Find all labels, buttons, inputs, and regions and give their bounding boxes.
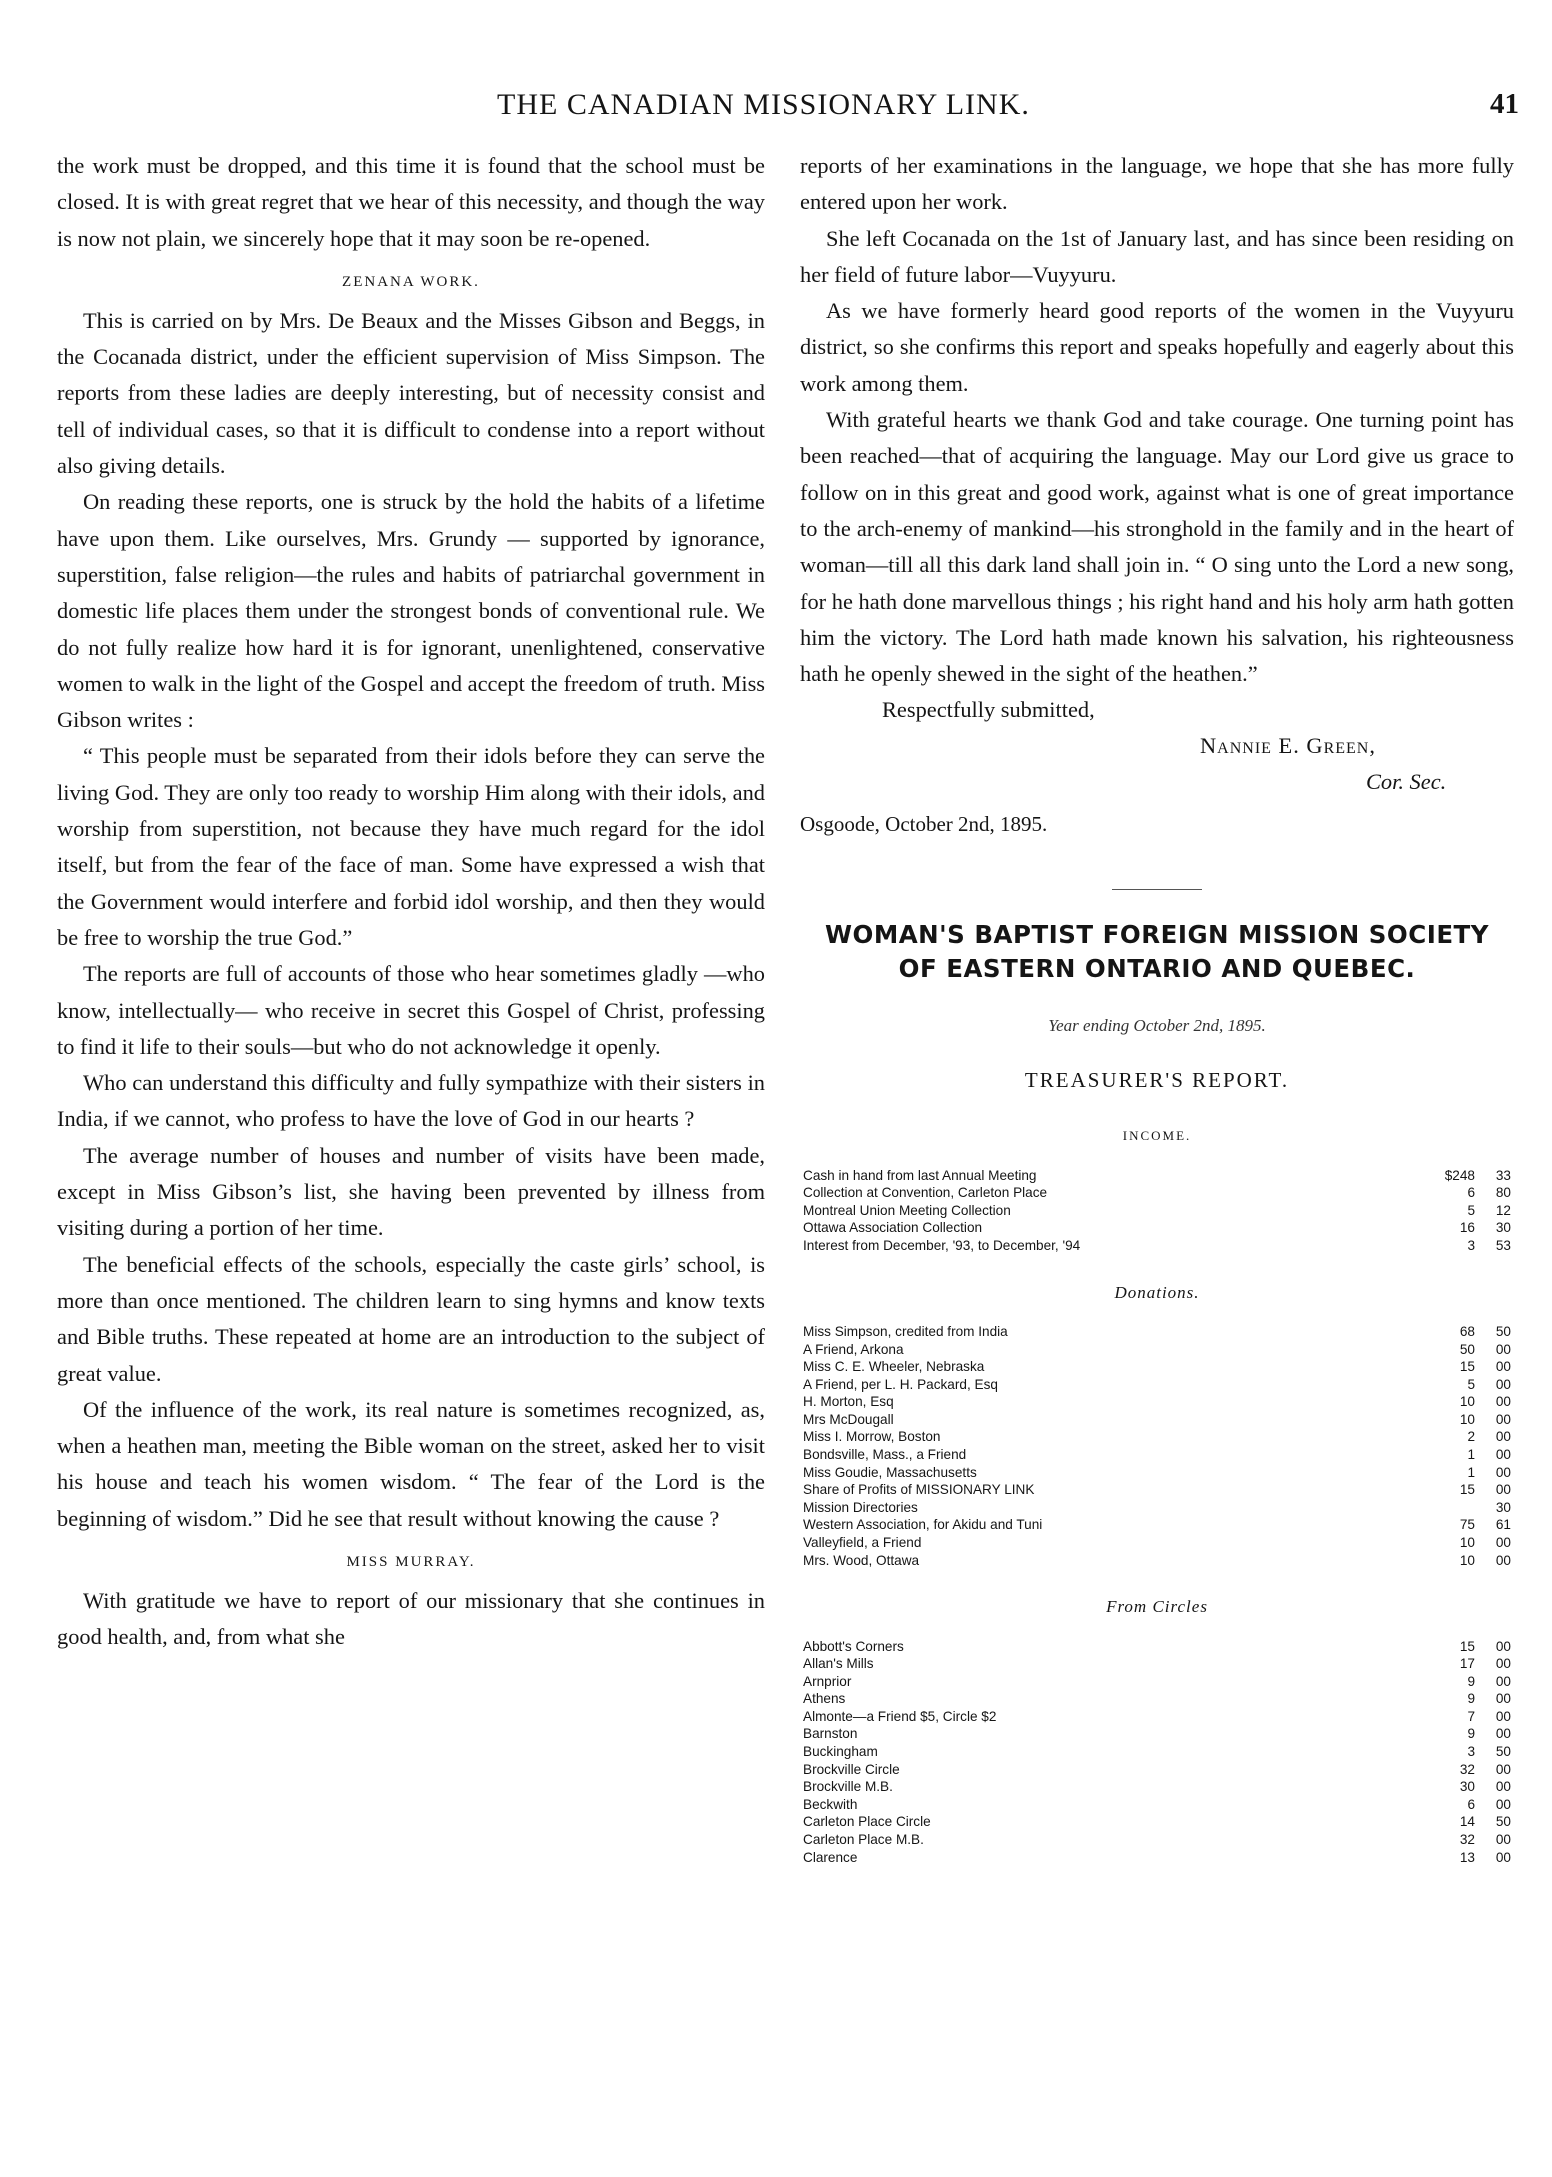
- amount-cents: 61: [1495, 1517, 1511, 1533]
- amount-dollars: 10: [1459, 1535, 1475, 1551]
- table-row: [803, 1849, 1511, 1867]
- amount-dollars: 13: [1459, 1849, 1475, 1865]
- year-line: Year ending October 2nd, 1895.: [1048, 1015, 1266, 1035]
- amount-dollars: 6: [1467, 1185, 1475, 1201]
- amount-dollars: $248: [1444, 1167, 1475, 1183]
- amount-cents: 00: [1495, 1832, 1511, 1848]
- amount-dollars: 9: [1467, 1691, 1475, 1707]
- table-row: [803, 1638, 1511, 1656]
- amount-dollars: 10: [1459, 1394, 1475, 1410]
- amount-cents: 00: [1495, 1359, 1511, 1375]
- entry-label: Share of Profits of MISSIONARY LINK: [803, 1482, 1035, 1498]
- table-row: [803, 1516, 1511, 1534]
- entry-label: Athens: [803, 1691, 846, 1707]
- entry-label: Cash in hand from last Annual Meeting: [803, 1167, 1037, 1183]
- paragraph: The beneficial effects of the schools, especially the caste girls’ school, is more than once mentioned. The children learn to sing hymns and know texts and Bible truths. These repeated at home are an introduction to the subject of great value.: [57, 1251, 765, 1386]
- table-row: [803, 1411, 1511, 1429]
- entry-label: H. Morton, Esq: [803, 1394, 894, 1410]
- amount-dollars: 5: [1467, 1202, 1475, 1218]
- paragraph: the work must be dropped, and this time it is found that the school must be closed. It is with great regret that we hear of this necessity, and though the way is now not plain, we sincerely hope that it may soon be re-opened.: [57, 153, 765, 251]
- amount-cents: 00: [1495, 1691, 1511, 1707]
- running-title: THE CANADIAN MISSIONARY LINK.: [497, 88, 1030, 121]
- amount-cents: 50: [1495, 1323, 1511, 1339]
- table-row: [803, 1796, 1511, 1814]
- table-row: [803, 1778, 1511, 1796]
- amount-dollars: [1407, 1499, 1485, 1517]
- page-number: 41: [1490, 88, 1519, 120]
- amount-dollars: 17: [1459, 1656, 1475, 1672]
- table-row: [803, 1202, 1511, 1220]
- amount-dollars: 10: [1459, 1552, 1475, 1568]
- amount-cents: 00: [1495, 1656, 1511, 1672]
- society-title-line: OF EASTERN ONTARIO AND QUEBEC.: [898, 953, 1416, 983]
- amount-cents: 00: [1495, 1341, 1511, 1357]
- paragraph: With grateful hearts we thank God and take courage. One turning point has been reached—that of acquiring the language. May our Lord give us grace to follow on in this great and good work, against what is one of great importance to the arch-enemy of mankind—his stronghold in the family and in the heart of woman—till all this dark land shall join in. “ O sing unto the Lord a new song, for he hath done marvellous things ; his right hand and his holy arm hath gotten him the victory. The Lord hath made known his salvation, his righteousness hath he openly shewed in the sight of the heathen.”: [800, 407, 1514, 687]
- table-row: [803, 1237, 1511, 1255]
- paragraph: Who can understand this difficulty and fully sympathize with their sisters in India, if we cannot, who profess to have the love of God in our hearts ?: [57, 1070, 765, 1132]
- amount-cents: 00: [1495, 1779, 1511, 1795]
- paragraph: On reading these reports, one is struck by the hold the habits of a lifetime have upon them. Like ourselves, Mrs. Grundy — supported by ignorance, superstition, false religion—the rules and habits of patriarchal government in domestic life places them under the strongest bonds of conventional rule. We do not fully realize how hard it is for ignorant, unenlightened, conservative women to walk in the light of the Gospel and accept the freedom of truth. Miss Gibson writes :: [57, 489, 765, 733]
- society-title-line: WOMAN'S BAPTIST FOREIGN MISSION SOCIETY: [824, 919, 1490, 949]
- amount-cents: 50: [1495, 1814, 1511, 1830]
- paragraph: As we have formerly heard good reports of the women in the Vuyyuru district, so she confirms this report and speaks hopefully and eagerly about this work among them.: [800, 298, 1514, 396]
- amount-cents: 00: [1495, 1849, 1511, 1865]
- entry-label: A Friend, per L. H. Packard, Esq: [803, 1376, 998, 1392]
- amount-dollars: 15: [1459, 1638, 1475, 1654]
- amount-cents: 80: [1495, 1185, 1511, 1201]
- table-row: [803, 1743, 1511, 1761]
- right-column: [800, 148, 1514, 1866]
- amount-dollars: 9: [1467, 1726, 1475, 1742]
- signature-title: Cor. Sec.: [1366, 769, 1447, 795]
- table-row: [803, 1708, 1511, 1726]
- amount-dollars: 2: [1467, 1429, 1475, 1445]
- table-row: [803, 1813, 1511, 1831]
- table-row: [803, 1499, 1511, 1517]
- table-row: [803, 1673, 1511, 1691]
- entry-label: Interest from December, '93, to December, '94: [803, 1238, 1081, 1254]
- amount-cents: 00: [1495, 1708, 1511, 1724]
- table-row: [803, 1376, 1511, 1394]
- donations-table: [803, 1323, 1511, 1569]
- paragraph: She left Cocanada on the 1st of January last, and has since been residing on her field of future labor—Vuyyuru.: [800, 225, 1514, 287]
- table-row: [803, 1534, 1511, 1552]
- amount-dollars: 50: [1459, 1341, 1475, 1357]
- amount-dollars: 10: [1459, 1411, 1475, 1427]
- amount-cents: 00: [1495, 1411, 1511, 1427]
- amount-dollars: 68: [1459, 1323, 1475, 1339]
- table-row: [803, 1761, 1511, 1779]
- amount-dollars: 16: [1459, 1220, 1475, 1236]
- amount-dollars: 6: [1467, 1796, 1475, 1812]
- amount-dollars: 14: [1459, 1814, 1475, 1830]
- signature-block: [800, 692, 1514, 800]
- entry-label: Miss I. Morrow, Boston: [803, 1429, 941, 1445]
- amount-cents: 53: [1495, 1238, 1511, 1254]
- amount-cents: 00: [1495, 1429, 1511, 1445]
- entry-label: Miss Simpson, credited from India: [803, 1323, 1008, 1339]
- entry-label: Buckingham: [803, 1744, 878, 1760]
- entry-label: Mrs. Wood, Ottawa: [803, 1552, 920, 1568]
- amount-dollars: 3: [1467, 1238, 1475, 1254]
- entry-label: Brockville Circle: [803, 1761, 900, 1777]
- paragraph: The reports are full of accounts of those who hear sometimes gladly —who know, intellectually— who receive in secret this Gospel of Christ, professing to find it life to their souls—but who do not acknowledge it openly.: [57, 961, 765, 1059]
- entry-label: Western Association, for Akidu and Tuni: [803, 1517, 1043, 1533]
- society-title: [800, 918, 1514, 986]
- table-row: [803, 1323, 1511, 1341]
- table-row: [803, 1464, 1511, 1482]
- amount-dollars: 30: [1459, 1779, 1475, 1795]
- circles-table: [803, 1638, 1511, 1867]
- income-heading: INCOME.: [1122, 1128, 1192, 1144]
- amount-cents: 00: [1495, 1376, 1511, 1392]
- amount-dollars: 75: [1459, 1517, 1475, 1533]
- entry-label: Miss Goudie, Massachusetts: [803, 1464, 977, 1480]
- paragraph: The average number of houses and number of visits have been made, except in Miss Gibson’s list, she having been prevented by illness from visiting during a portion of her time.: [57, 1142, 765, 1241]
- table-row: [803, 1481, 1511, 1499]
- amount-dollars: 1: [1467, 1447, 1475, 1463]
- entry-label: Arnprior: [803, 1673, 852, 1689]
- entry-label: Miss C. E. Wheeler, Nebraska: [803, 1359, 985, 1375]
- entry-label: Mission Directories: [803, 1499, 918, 1515]
- divider: [1112, 889, 1202, 890]
- amount-dollars: 5: [1467, 1376, 1475, 1392]
- table-row: [803, 1690, 1511, 1708]
- amount-cents: 12: [1495, 1202, 1511, 1218]
- amount-cents: 00: [1495, 1796, 1511, 1812]
- entry-label: Mrs McDougall: [803, 1411, 894, 1427]
- amount-cents: 00: [1495, 1482, 1511, 1498]
- entry-label: Clarence: [803, 1849, 858, 1865]
- amount-cents: 00: [1495, 1464, 1511, 1480]
- amount-dollars: 3: [1467, 1744, 1475, 1760]
- place-date: Osgoode, October 2nd, 1895.: [800, 812, 1048, 837]
- table-row: [803, 1358, 1511, 1376]
- table-row: [803, 1831, 1511, 1849]
- paragraph: reports of her examinations in the language, we hope that she has more fully entered upon her work.: [800, 153, 1514, 215]
- signature-name: Nannie E. Green,: [1200, 733, 1376, 759]
- amount-dollars: 15: [1459, 1482, 1475, 1498]
- entry-label: Valleyfield, a Friend: [803, 1535, 922, 1551]
- paragraph: With gratitude we have to report of our missionary that she continues in good health, and, from what she: [57, 1587, 765, 1650]
- entry-label: Allan's Mills: [803, 1656, 874, 1672]
- income-table: [803, 1167, 1511, 1255]
- amount-dollars: 32: [1459, 1761, 1475, 1777]
- amount-cents: 00: [1495, 1394, 1511, 1410]
- amount-dollars: 15: [1459, 1359, 1475, 1375]
- entry-label: Carleton Place M.B.: [803, 1832, 924, 1848]
- quote-paragraph: “ This people must be separated from their idols before they can serve the living God. They are only too ready to worship Him along with their idols, and worship from superstition, not because they have much regard for the idol itself, but from the fear of the face of man. Some have expressed a wish that the Government would interfere and forbid idol worship, and then they would be free to worship the true God.”: [57, 743, 765, 950]
- page-header: [0, 88, 1552, 128]
- entry-label: Bondsville, Mass., a Friend: [803, 1447, 967, 1463]
- amount-cents: 33: [1495, 1167, 1511, 1183]
- entry-label: Montreal Union Meeting Collection: [803, 1202, 1011, 1218]
- amount-dollars: 32: [1459, 1832, 1475, 1848]
- amount-dollars: 9: [1467, 1673, 1475, 1689]
- entry-label: Almonte—a Friend $5, Circle $2: [803, 1708, 997, 1724]
- amount-dollars: 7: [1467, 1708, 1475, 1724]
- table-row: [803, 1184, 1511, 1202]
- table-row: [803, 1341, 1511, 1359]
- amount-cents: 00: [1495, 1673, 1511, 1689]
- entry-label: Collection at Convention, Carleton Place: [803, 1185, 1048, 1201]
- table-row: [803, 1167, 1511, 1185]
- entry-label: Brockville M.B.: [803, 1779, 893, 1795]
- table-row: [803, 1393, 1511, 1411]
- closing-line: Respectfully submitted,: [882, 697, 1095, 723]
- table-row: [803, 1428, 1511, 1446]
- table-row: [803, 1446, 1511, 1464]
- amount-cents: 30: [1495, 1499, 1511, 1515]
- amount-cents: 00: [1495, 1761, 1511, 1777]
- table-row: [803, 1655, 1511, 1673]
- paragraph: This is carried on by Mrs. De Beaux and the Misses Gibson and Beggs, in the Cocanada district, under the efficient supervision of Miss Simpson. The reports from these ladies are deeply interesting, but of necessity consist and tell of individual cases, so that it is difficult to condense into a report without also giving details.: [57, 307, 765, 479]
- amount-dollars: 1: [1467, 1464, 1475, 1480]
- amount-cents: 00: [1495, 1638, 1511, 1654]
- entry-label: Ottawa Association Collection: [803, 1220, 983, 1236]
- report-title: TREASURER'S REPORT.: [1024, 1068, 1290, 1093]
- section-heading-murray: MISS MURRAY.: [346, 1553, 476, 1570]
- amount-cents: 00: [1495, 1447, 1511, 1463]
- table-row: [803, 1552, 1511, 1570]
- amount-cents: 50: [1495, 1744, 1511, 1760]
- entry-label: A Friend, Arkona: [803, 1341, 904, 1357]
- section-heading-zenana: ZENANA WORK.: [342, 273, 480, 290]
- entry-label: Beckwith: [803, 1796, 858, 1812]
- amount-cents: 00: [1495, 1535, 1511, 1551]
- amount-cents: 30: [1495, 1220, 1511, 1236]
- amount-cents: 00: [1495, 1552, 1511, 1568]
- entry-label: Abbott's Corners: [803, 1638, 904, 1654]
- circles-heading: From Circles: [1106, 1597, 1208, 1617]
- donations-heading: Donations.: [1114, 1282, 1200, 1302]
- entry-label: Carleton Place Circle: [803, 1814, 931, 1830]
- table-row: [803, 1725, 1511, 1743]
- left-column: [57, 148, 765, 1656]
- entry-label: Barnston: [803, 1726, 858, 1742]
- table-row: [803, 1219, 1511, 1237]
- paragraph: Of the influence of the work, its real nature is sometimes recognized, as, when a heathen man, meeting the Bible woman on the street, asked her to visit his house and teach his women wisdom. “ The fear of the Lord is the beginning of wisdom.” Did he see that result without knowing the cause ?: [57, 1396, 765, 1531]
- amount-cents: 00: [1495, 1726, 1511, 1742]
